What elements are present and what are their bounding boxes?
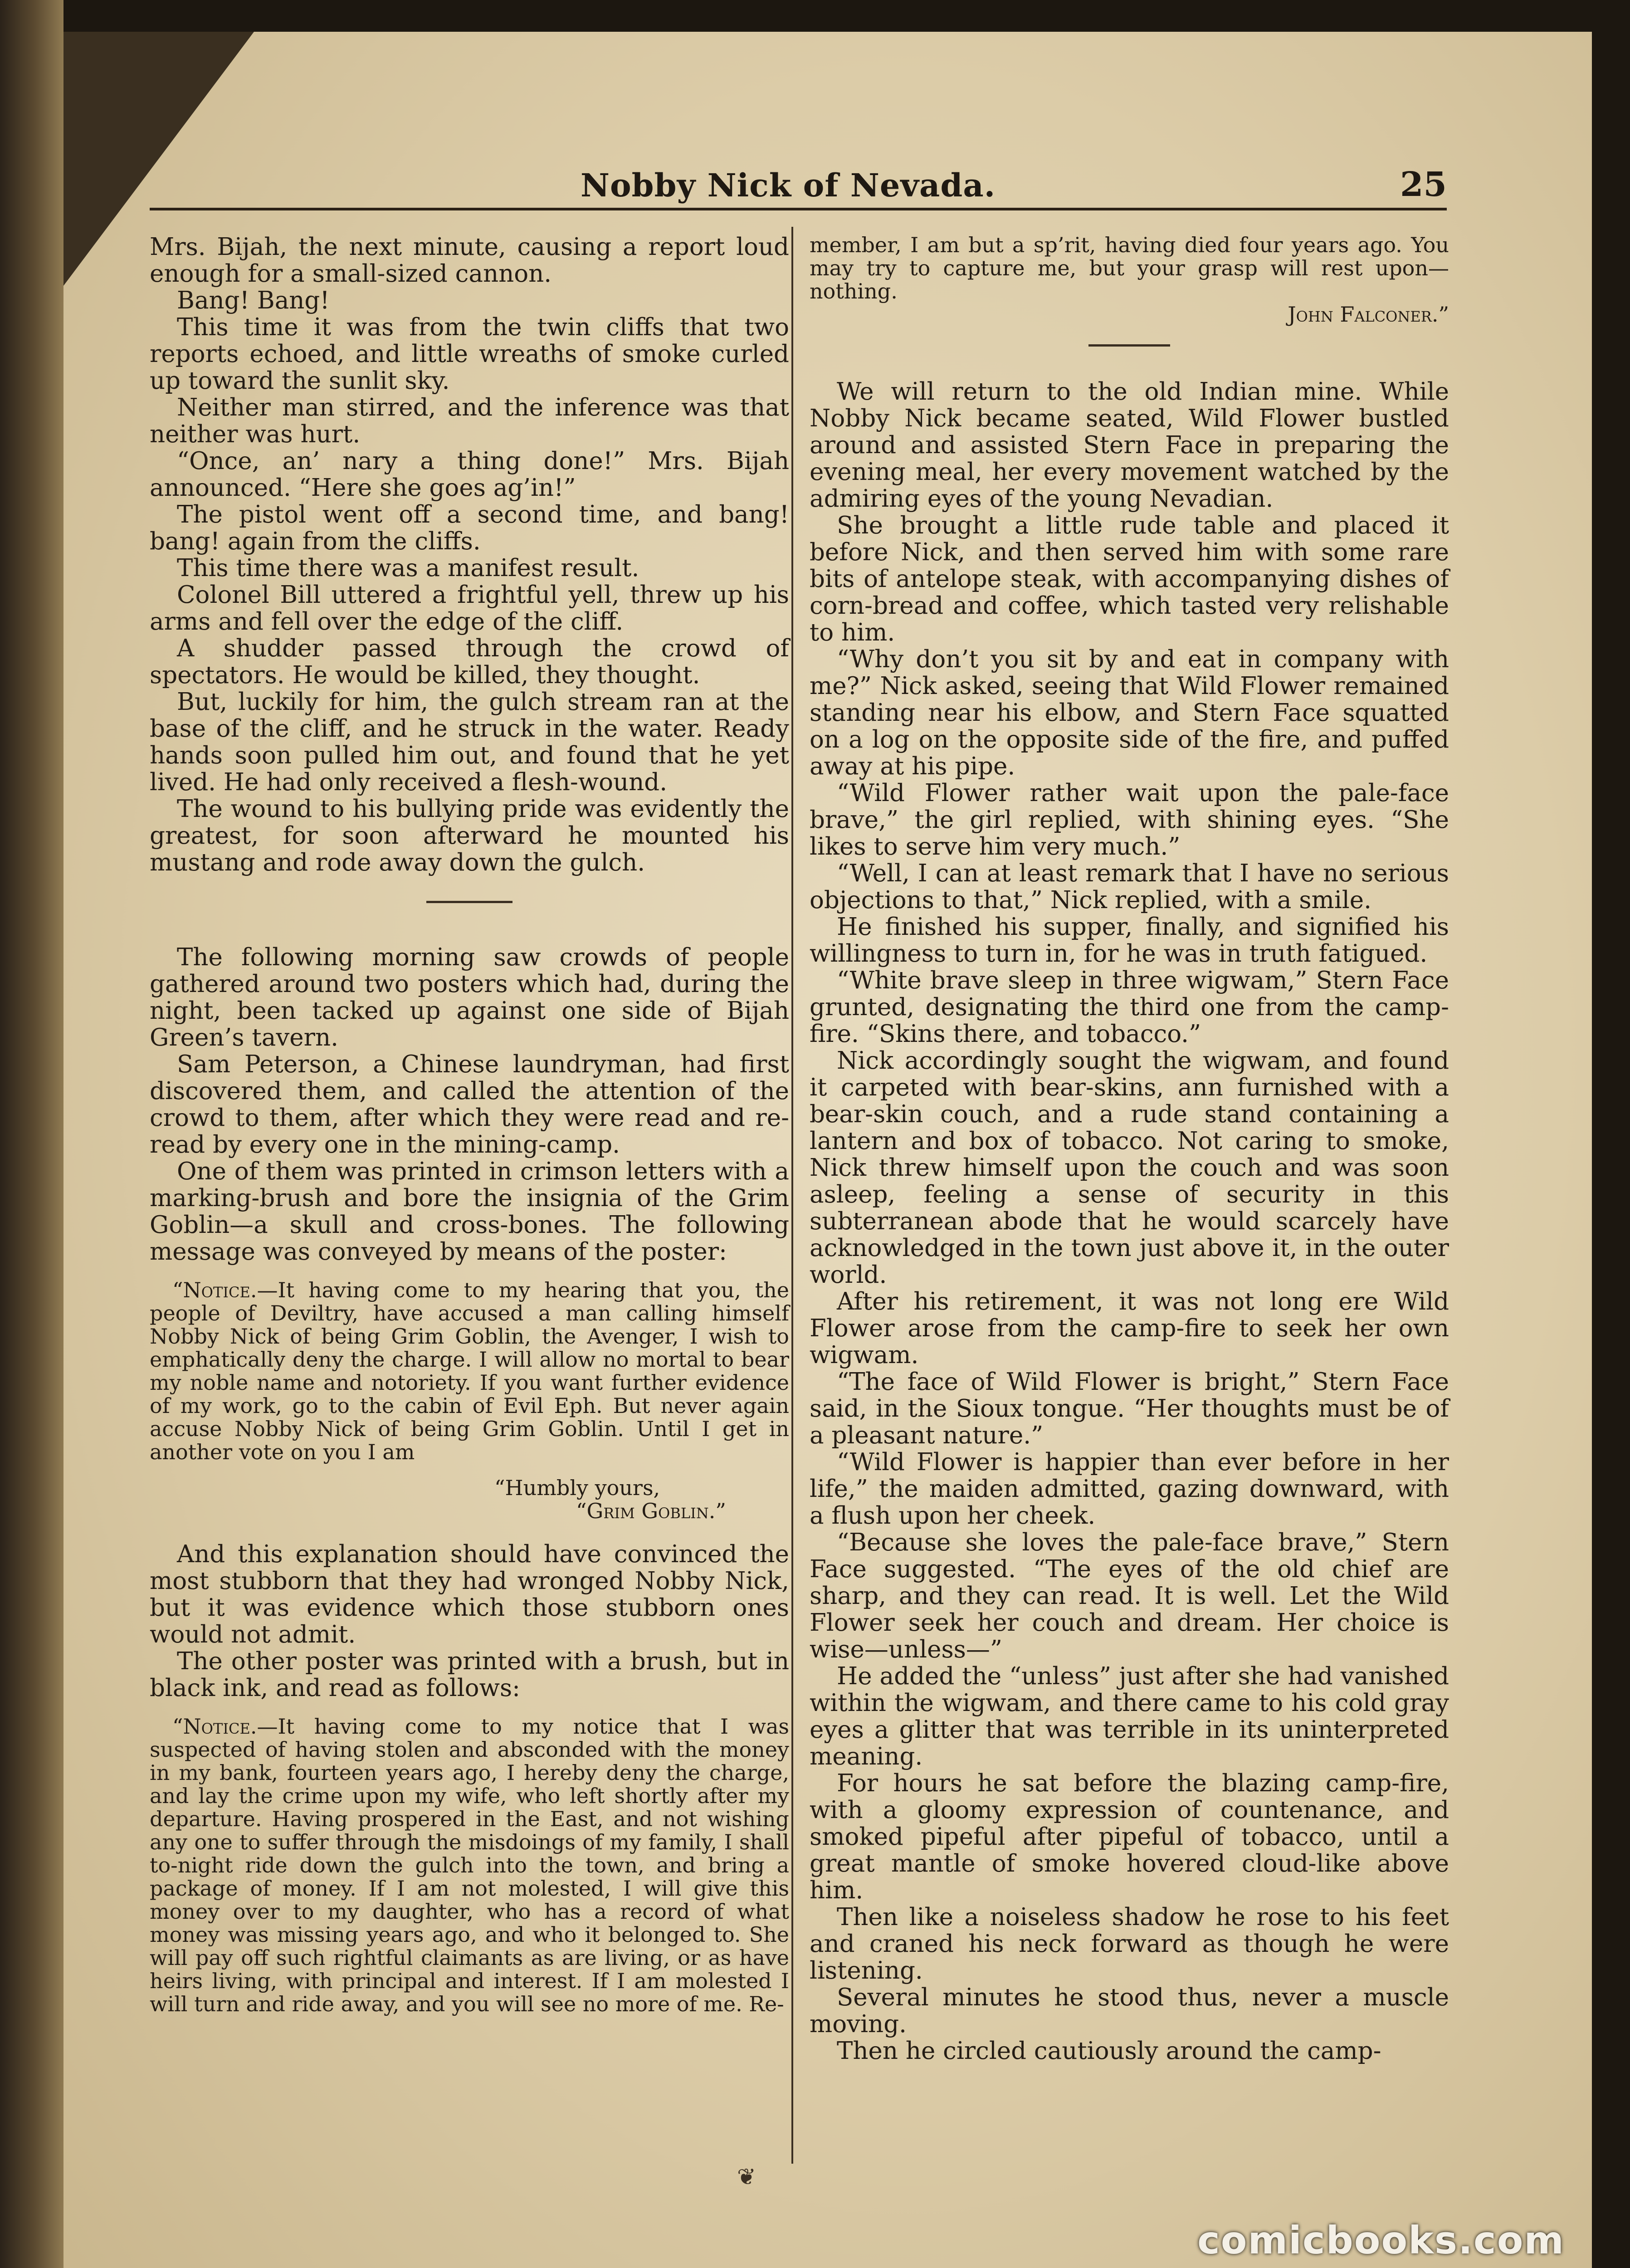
paragraph: Mrs. Bijah, the next minute, causing a report loud enough for a small-sized cannon. — [150, 233, 789, 288]
paragraph: A shudder passed through the crowd of spectators. He would be killed, they thought. — [150, 635, 789, 689]
paragraph: But, luckily for him, the gulch stream ran at the base of the cliff, and he struck in the water. Ready hands soon pulled him out, and found that he yet lived. He had only received a flesh-wound. — [150, 688, 789, 796]
column-divider — [791, 227, 793, 2164]
notice-label: Notice. — [183, 1278, 257, 1302]
paragraph: “The face of Wild Flower is bright,” Stern Face said, in the Sioux tongue. “Her thoughts must be of a pleasant nature.” — [810, 1368, 1449, 1449]
book-spine — [0, 0, 63, 2268]
notice-signature-line — [810, 303, 1449, 326]
paragraph: After his retirement, it was not long ere Wild Flower arose from the camp-fire to seek her own wigwam. — [810, 1288, 1449, 1369]
running-title: Nobby Nick of Nevada. — [581, 166, 996, 204]
paragraph: The pistol went off a second time, and bang! bang! again from the cliffs. — [150, 501, 789, 555]
paragraph: “Wild Flower is happier than ever before in her life,” the maiden admitted, gazing downward, with a flush upon her cheek. — [810, 1448, 1449, 1530]
paragraph: He finished his supper, finally, and signified his willingness to turn in, for he was in truth fatigued. — [810, 913, 1449, 968]
paragraph: “Once, an’ nary a thing done!” Mrs. Bijah announced. “Here she goes ag’in!” — [150, 447, 789, 502]
paragraph: One of them was printed in crimson letters with a marking-brush and bore the insignia of the Grim Goblin—a skull and cross-bones. The following message was conveyed by means of the poster: — [150, 1158, 789, 1266]
paragraph: “Because she loves the pale-face brave,” Stern Face suggested. “The eyes of the old chief are sharp, and they can read. It is well. Let the Wild Flower seek her couch and dream. Her choice is wise—unless—” — [810, 1529, 1449, 1663]
section-rule — [426, 901, 512, 903]
watermark: comicbooks.com — [1197, 2218, 1565, 2263]
notice-body: —It having come to my hearing that you, the people of Deviltry, have accused a man calling himself Nobby Nick of being Grim Goblin, the Avenger, I wish to emphatically deny the charge. I will allow no mortal to bear my noble name and notoriety. If you want further evidence of my work, go to the cabin of Evil Eph. But never again accuse Nobby Nick of being Grim Goblin. Until I get in another vote on you I am — [150, 1278, 789, 1464]
left-column — [150, 234, 789, 2028]
notice-signature: “Grim Goblin.” — [576, 1499, 726, 1523]
notice-body: —It having come to my notice that I was suspected of having stolen and absconded with the money in my bank, fourteen years ago, I hereby deny the charge, and lay the crime upon my wife, who left shortly after my departure. Having prospered in the East, and not wishing any one to suffer through the misdoings of my family, I shall to-night ride down the gulch into the town, and bring a package of money. If I am not molested, I will give this money over to my daughter, who has a record of what money was missing years ago, and who it belonged to. She will pay off such rightful claimants as are living, or as have heirs living, with principal and interest. If I am molested I will turn and ride away, and you will see no more of me. Re- — [150, 1714, 789, 2016]
paragraph: He added the “unless” just after she had vanished within the wigwam, and there came to his cold gray eyes a glitter that was terrible in its uninterpreted meaning. — [810, 1662, 1449, 1770]
paragraph: The wound to his bullying pride was evidently the greatest, for soon afterward he mounted his mustang and rode away down the gulch. — [150, 795, 789, 876]
paragraph: This time it was from the twin cliffs that two reports echoed, and little wreaths of smoke curled up toward the sunlit sky. — [150, 313, 789, 395]
paragraph: She brought a little rude table and placed it before Nick, and then served him with some rare bits of antelope steak, with accompanying dishes of corn-bread and coffee, which tasted very relishable to him. — [810, 512, 1449, 646]
notice-grim-goblin: “Notice.—It having come to my hearing that you, the people of Deviltry, have accused a man calling himself Nobby Nick of being Grim Goblin, the Avenger, I wish to emphatically deny the charge. I will allow no mortal to bear my noble name and notoriety. If you want further evidence of my work, go to the cabin of Evil Eph. But never again accuse Nobby Nick of being Grim Goblin. Until I get in another vote on you I am — [150, 1278, 789, 1464]
paragraph: We will return to the old Indian mine. While Nobby Nick became seated, Wild Flower bustled around and assisted Stern Face in preparing the evening meal, her every movement watched by the admiring eyes of the young Nevadian. — [810, 378, 1449, 513]
paragraph: Then he circled cautiously around the camp- — [837, 2037, 1381, 2065]
notice-falconer: “Notice.—It having come to my notice that I was suspected of having stolen and absconded with the money in my bank, fourteen years ago, I hereby deny the charge, and lay the crime upon my wife, who left shortly after my departure. Having prospered in the East, and not wishing any one to suffer through the misdoings of my family, I shall to-night ride down the gulch into the town, and bring a package of money. If I am not molested, I will give this money over to my daughter, who has a record of what money was missing years ago, and who it belonged to. She will pay off such rightful claimants as are living, or as have heirs living, with principal and interest. If I am molested I will turn and ride away, and you will see no more of me. Re- — [150, 1714, 789, 2016]
paragraph: Several minutes he stood thus, never a muscle moving. — [810, 1984, 1449, 2038]
paragraph: This time there was a manifest result. — [177, 554, 639, 582]
notice-label: Notice. — [183, 1714, 257, 1739]
printer-ornament-icon: ❦ — [737, 2164, 756, 2190]
paragraph: Nick accordingly sought the wigwam, and found it carpeted with bear-skins, ann furnished with a bear-skin couch, and a rude stand containing a lantern and box of tobacco. Not caring to smoke, Nick threw himself upon the couch and was soon asleep, feeling a sense of security in this subterranean abode that he would scarcely have acknowledged in the town just above it, in the outer world. — [810, 1047, 1449, 1289]
paragraph: “Wild Flower rather wait upon the pale-face brave,” the girl replied, with shining eyes. “She likes to serve him very much.” — [810, 779, 1449, 860]
paragraph: Bang! Bang! — [177, 287, 330, 314]
paragraph: Neither man stirred, and the inference was that neither was hurt. — [150, 394, 789, 448]
paragraph: And this explanation should have convinced the most stubborn that they had wronged Nobby Nick, but it was evidence which those stubborn ones would not admit. — [150, 1540, 789, 1648]
paragraph: “Why don’t you sit by and eat in company with me?” Nick asked, seeing that Wild Flower remained standing near his elbow, and Stern Face squatted on a log on the opposite side of the fire, and puffed away at his pipe. — [810, 645, 1449, 780]
paragraph: The following morning saw crowds of people gathered around two posters which had, during the night, been tacked up against one side of Bijah Green’s tavern. — [150, 943, 789, 1051]
paragraph: Colonel Bill uttered a frightful yell, threw up his arms and fell over the edge of the cliff. — [150, 581, 789, 635]
paragraph: The other poster was printed with a brush, but in black ink, and read as follows: — [150, 1647, 789, 1702]
paragraph: “White brave sleep in three wigwam,” Stern Face grunted, designating the third one from the camp-fire. “Skins there, and tobacco.” — [810, 967, 1449, 1048]
notice-continuation: member, I am but a sp’rit, having died four years ago. You may try to capture me, but your grasp will rest upon—nothing. — [810, 233, 1449, 303]
paragraph: Then like a noiseless shadow he rose to his feet and craned his neck forward as though he were listening. — [810, 1903, 1449, 1984]
paragraph: For hours he sat before the blazing camp-fire, with a gloomy expression of countenance, and smoked pipeful after pipeful of tobacco, until a great mantle of smoke hovered cloud-like above him. — [810, 1769, 1449, 1904]
paragraph: Sam Peterson, a Chinese laundryman, had first discovered them, and called the attention of the crowd to them, after which they were read and re-read by every one in the mining-camp. — [150, 1051, 789, 1158]
right-column — [810, 234, 1449, 2064]
notice-closing: “Humbly yours, — [494, 1476, 660, 1500]
paragraph: “Well, I can at least remark that I have no serious objections to that,” Nick replied, with a smile. — [810, 860, 1449, 914]
running-header — [150, 154, 1447, 210]
page-number: 25 — [1400, 165, 1447, 204]
section-rule — [1088, 344, 1170, 347]
notice-signature: John Falconer.” — [1288, 302, 1449, 327]
